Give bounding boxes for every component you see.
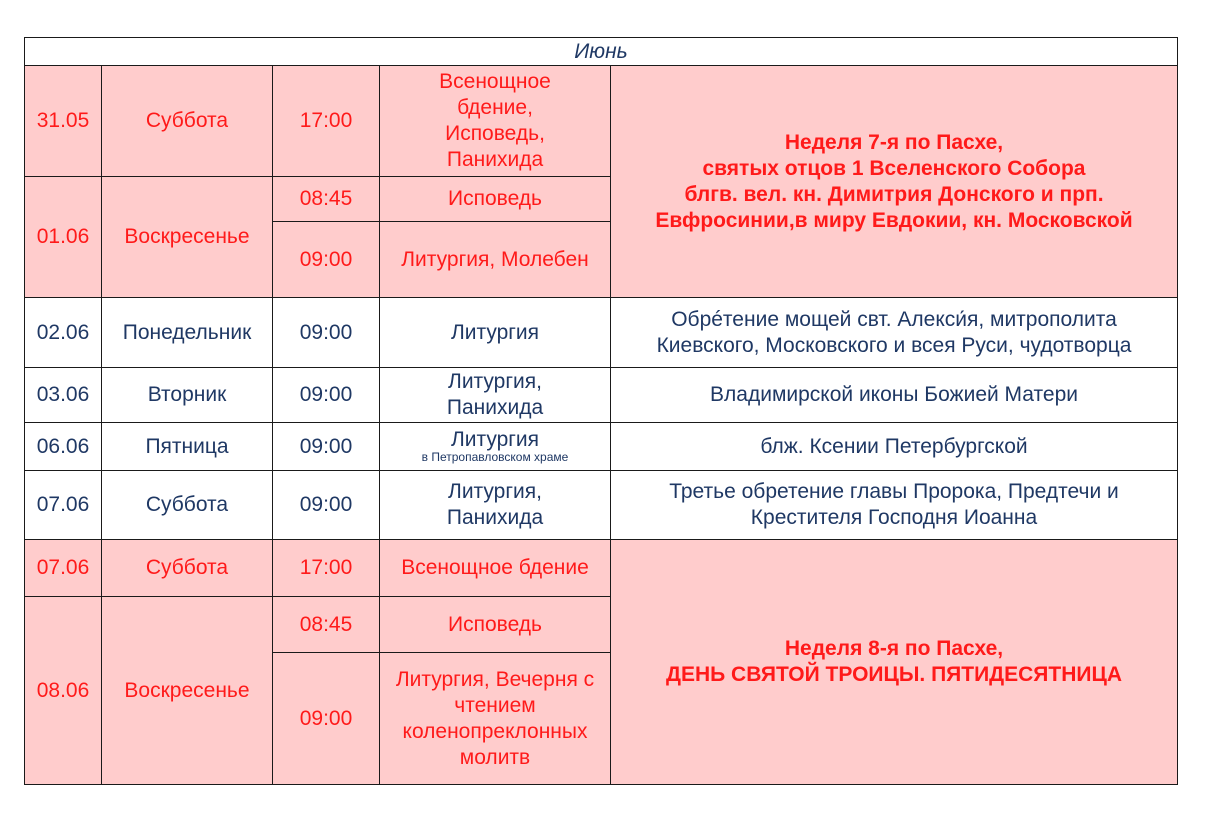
time-cell: 17:00 <box>273 66 380 177</box>
date-cell: 07.06 <box>25 540 102 597</box>
service-cell <box>380 423 611 471</box>
feast-cell: Третье обретение главы Пророка, Предтечи и Крестителя Господня Иоанна <box>611 471 1178 540</box>
date-cell: 07.06 <box>25 471 102 540</box>
table-row <box>25 66 1178 177</box>
day-cell: Воскресенье <box>102 597 273 785</box>
time-cell: 08:45 <box>273 177 380 222</box>
time-cell: 09:00 <box>273 471 380 540</box>
date-cell: 03.06 <box>25 368 102 423</box>
feast-cell: Обрéтение мощей свт. Алекси́я, митрополита Киевского, Московского и всея Руси, чудотворца <box>611 298 1178 368</box>
time-cell: 09:00 <box>273 298 380 368</box>
date-cell: 02.06 <box>25 298 102 368</box>
service-cell: Всенощное бдение <box>380 540 611 597</box>
time-cell: 08:45 <box>273 597 380 653</box>
day-cell: Суббота <box>102 471 273 540</box>
time-cell: 09:00 <box>273 653 380 785</box>
table-row <box>25 540 1178 597</box>
service-cell: Литургия, Панихида <box>380 368 611 423</box>
time-cell: 09:00 <box>273 368 380 423</box>
time-cell: 09:00 <box>273 222 380 298</box>
day-cell: Воскресенье <box>102 177 273 298</box>
day-cell: Пятница <box>102 423 273 471</box>
day-cell: Суббота <box>102 540 273 597</box>
table-row <box>25 471 1178 540</box>
feast-cell: Владимирской иконы Божией Матери <box>611 368 1178 423</box>
date-cell: 01.06 <box>25 177 102 298</box>
time-cell: 17:00 <box>273 540 380 597</box>
service-cell: Литургия, Вечерня с чтением коленопреклонных молитв <box>380 653 611 785</box>
service-cell: Исповедь <box>380 177 611 222</box>
feast-cell: блж. Ксении Петербургской <box>611 423 1178 471</box>
table-row <box>25 368 1178 423</box>
day-cell: Понедельник <box>102 298 273 368</box>
date-cell: 08.06 <box>25 597 102 785</box>
date-cell: 06.06 <box>25 423 102 471</box>
service-location-note: в Петропавловском храме <box>421 450 569 464</box>
time-cell: 09:00 <box>273 423 380 471</box>
month-title: Июнь <box>25 38 1178 66</box>
day-cell: Суббота <box>102 66 273 177</box>
feast-line: ДЕНЬ СВЯТОЙ ТРОИЦЫ. ПЯТИДЕСЯТНИЦА <box>665 663 1122 686</box>
service-cell: Литургия, Панихида <box>380 471 611 540</box>
feast-line: святых отцов 1 Вселенского Собора <box>702 156 1086 180</box>
service-cell: Исповедь <box>380 597 611 653</box>
service-cell: Литургия <box>380 298 611 368</box>
feast-line: Неделя 8-я по Пасхе, <box>784 637 1004 660</box>
service-cell: Литургия, Молебен <box>380 222 611 298</box>
feast-line: Неделя 7-я по Пасхе, <box>784 130 1004 154</box>
schedule-table <box>24 37 1178 785</box>
month-header-row <box>25 38 1178 66</box>
feast-line: блгв. вел. кн. Димитрия Донского и прп. <box>684 182 1104 206</box>
feast-cell-week7 <box>611 66 1178 298</box>
feast-cell-trinity <box>611 540 1178 785</box>
date-cell: 31.05 <box>25 66 102 177</box>
feast-line: Евфросинии,в миру Евдокии, кн. Московской <box>655 208 1133 232</box>
table-row <box>25 423 1178 471</box>
day-cell: Вторник <box>102 368 273 423</box>
service-text: Литургия <box>450 428 540 451</box>
table-row <box>25 298 1178 368</box>
service-cell: Всенощное бдение, Исповедь, Панихида <box>380 66 611 177</box>
